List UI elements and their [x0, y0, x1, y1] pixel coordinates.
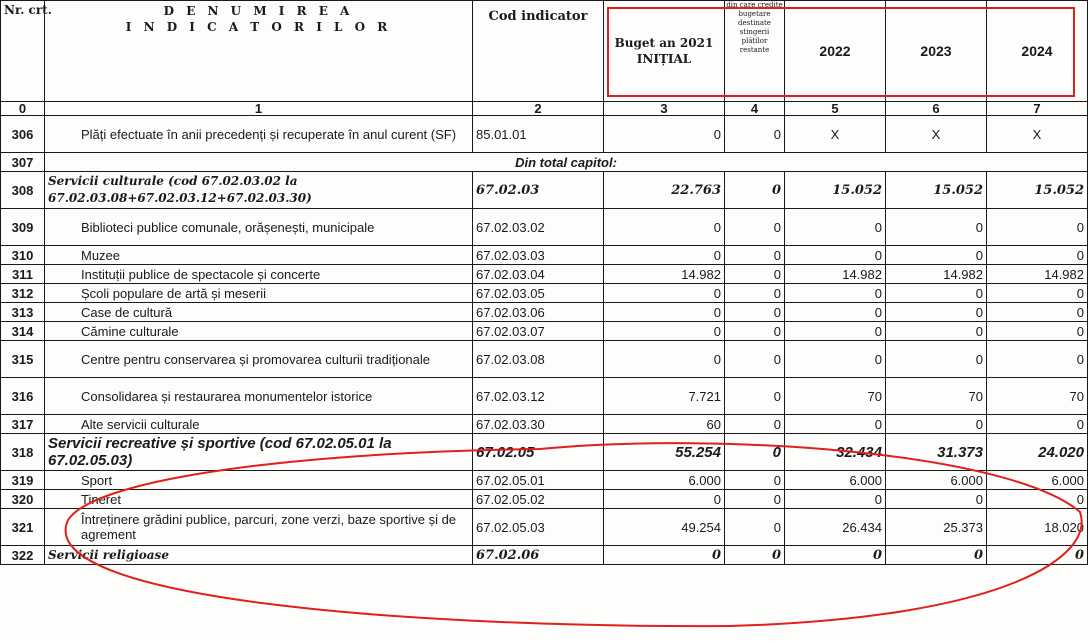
- table-row: [1, 265, 1088, 284]
- indicator-code: 67.02.03.06: [473, 303, 604, 322]
- value-credite-restante: 0: [725, 546, 785, 565]
- header-row: [1, 1, 1088, 102]
- indicator-code: 85.01.01: [473, 116, 604, 153]
- value-2023: 0: [886, 341, 987, 378]
- row-number: 322: [1, 546, 45, 565]
- value-buget-2021: 0: [604, 246, 725, 265]
- value-2023: 0: [886, 322, 987, 341]
- header-buget-line1: Buget an 2021: [614, 36, 714, 50]
- value-2024: 0: [987, 209, 1088, 246]
- header-buget-line2: INIȚIAL: [636, 52, 692, 66]
- value-buget-2021: 0: [604, 303, 725, 322]
- value-2022: 0: [785, 415, 886, 434]
- col-number: 7: [987, 102, 1088, 116]
- value-2022: 0: [785, 490, 886, 509]
- value-credite-restante: 0: [725, 284, 785, 303]
- header-2023: 2023: [886, 1, 987, 102]
- header-cod-indicator: Cod indicator: [473, 1, 604, 102]
- indicator-code: 67.02.06: [473, 546, 604, 565]
- row-number: 321: [1, 509, 45, 546]
- table-row: [1, 546, 1088, 565]
- col-number: 0: [1, 102, 45, 116]
- value-2024: 14.982: [987, 265, 1088, 284]
- header-din-care: din care credite bugetare destinate stingerii plăților restante: [725, 1, 785, 102]
- table-row: [1, 322, 1088, 341]
- col-number: 6: [886, 102, 987, 116]
- value-2024: 0: [987, 322, 1088, 341]
- indicator-code: 67.02.03.07: [473, 322, 604, 341]
- indicator-code: 67.02.03.03: [473, 246, 604, 265]
- value-buget-2021: 0: [604, 341, 725, 378]
- column-number-row: [1, 102, 1088, 116]
- value-credite-restante: 0: [725, 378, 785, 415]
- value-2022: 0: [785, 284, 886, 303]
- row-number: 309: [1, 209, 45, 246]
- row-number: 316: [1, 378, 45, 415]
- value-2024: 0: [987, 246, 1088, 265]
- indicator-code: 67.02.05.03: [473, 509, 604, 546]
- indicator-name: Întreținere grădini publice, parcuri, zone verzi, baze sportive și de agrement: [45, 509, 473, 546]
- value-2024: 24.020: [987, 434, 1088, 471]
- value-buget-2021: 6.000: [604, 471, 725, 490]
- header-denumirea-line2: I N D I C A T O R I L O R: [125, 20, 392, 34]
- value-2024: X: [987, 116, 1088, 153]
- indicator-name: Servicii culturale (cod 67.02.03.02 la 67.02.03.08+67.02.03.12+67.02.03.30): [45, 172, 473, 209]
- col-number: 3: [604, 102, 725, 116]
- indicator-name: Cămine culturale: [45, 322, 473, 341]
- indicator-code: 67.02.03.30: [473, 415, 604, 434]
- header-2022: 2022: [785, 1, 886, 102]
- indicator-name: Biblioteci publice comunale, orășenești, municipale: [45, 209, 473, 246]
- indicator-name: Muzee: [45, 246, 473, 265]
- value-2024: 0: [987, 415, 1088, 434]
- table-row: [1, 153, 1088, 172]
- value-buget-2021: 0: [604, 490, 725, 509]
- value-2024: 18.020: [987, 509, 1088, 546]
- table-row: [1, 471, 1088, 490]
- value-2024: 0: [987, 546, 1088, 565]
- indicator-code: 67.02.03: [473, 172, 604, 209]
- value-2022: 0: [785, 546, 886, 565]
- table-row: [1, 415, 1088, 434]
- value-2023: 70: [886, 378, 987, 415]
- indicator-name: Plăți efectuate în anii precedenți și recuperate în anul curent (SF): [45, 116, 473, 153]
- row-number: 319: [1, 471, 45, 490]
- indicator-code: 67.02.05.02: [473, 490, 604, 509]
- row-number: 315: [1, 341, 45, 378]
- value-2024: 70: [987, 378, 1088, 415]
- table-row: [1, 303, 1088, 322]
- header-nr-crt: Nr. crt.: [1, 1, 45, 102]
- value-2024: 0: [987, 490, 1088, 509]
- header-2024: 2024: [987, 1, 1088, 102]
- value-2024: 6.000: [987, 471, 1088, 490]
- indicator-code: 67.02.05.01: [473, 471, 604, 490]
- value-buget-2021: 22.763: [604, 172, 725, 209]
- value-buget-2021: 0: [604, 546, 725, 565]
- value-credite-restante: 0: [725, 116, 785, 153]
- value-credite-restante: 0: [725, 341, 785, 378]
- row-number: 313: [1, 303, 45, 322]
- value-2022: 70: [785, 378, 886, 415]
- value-buget-2021: 49.254: [604, 509, 725, 546]
- row-number: 310: [1, 246, 45, 265]
- table-row: [1, 246, 1088, 265]
- value-buget-2021: 7.721: [604, 378, 725, 415]
- indicator-name: Sport: [45, 471, 473, 490]
- value-2022: 0: [785, 322, 886, 341]
- value-2022: 14.982: [785, 265, 886, 284]
- value-2022: 6.000: [785, 471, 886, 490]
- col-number: 2: [473, 102, 604, 116]
- value-2022: 0: [785, 209, 886, 246]
- value-credite-restante: 0: [725, 246, 785, 265]
- value-buget-2021: 0: [604, 322, 725, 341]
- value-credite-restante: 0: [725, 265, 785, 284]
- header-denumirea-line1: D E N U M I R E A: [163, 4, 354, 18]
- col-number: 1: [45, 102, 473, 116]
- value-buget-2021: 0: [604, 284, 725, 303]
- value-2022: 0: [785, 246, 886, 265]
- value-credite-restante: 0: [725, 509, 785, 546]
- row-number: 308: [1, 172, 45, 209]
- indicator-name: Servicii recreative și sportive (cod 67.02.05.01 la 67.02.05.03): [45, 434, 473, 471]
- indicator-name: Școli populare de artă și meserii: [45, 284, 473, 303]
- row-number: 312: [1, 284, 45, 303]
- indicator-name: Case de cultură: [45, 303, 473, 322]
- value-2024: 0: [987, 303, 1088, 322]
- value-2023: 6.000: [886, 471, 987, 490]
- value-2023: 0: [886, 246, 987, 265]
- indicator-code: 67.02.03.05: [473, 284, 604, 303]
- row-number: 306: [1, 116, 45, 153]
- value-2023: 14.982: [886, 265, 987, 284]
- table-row: [1, 378, 1088, 415]
- value-2022: 0: [785, 303, 886, 322]
- table-row: [1, 172, 1088, 209]
- header-denumirea: [45, 1, 473, 102]
- col-number: 5: [785, 102, 886, 116]
- value-buget-2021: 14.982: [604, 265, 725, 284]
- value-2023: 0: [886, 546, 987, 565]
- table-row: [1, 509, 1088, 546]
- value-2024: 0: [987, 341, 1088, 378]
- table-row: [1, 284, 1088, 303]
- table-row: [1, 490, 1088, 509]
- value-2023: 0: [886, 415, 987, 434]
- value-2023: 0: [886, 284, 987, 303]
- value-credite-restante: 0: [725, 471, 785, 490]
- value-credite-restante: 0: [725, 490, 785, 509]
- row-number: 317: [1, 415, 45, 434]
- value-2023: 0: [886, 209, 987, 246]
- value-2023: 0: [886, 490, 987, 509]
- value-2023: 0: [886, 303, 987, 322]
- value-2023: 25.373: [886, 509, 987, 546]
- value-credite-restante: 0: [725, 322, 785, 341]
- table-row: [1, 341, 1088, 378]
- value-buget-2021: 60: [604, 415, 725, 434]
- indicator-name: Alte servicii culturale: [45, 415, 473, 434]
- row-number: 314: [1, 322, 45, 341]
- row-number: 311: [1, 265, 45, 284]
- table-row: [1, 209, 1088, 246]
- indicator-code: 67.02.03.08: [473, 341, 604, 378]
- value-credite-restante: 0: [725, 415, 785, 434]
- value-credite-restante: 0: [725, 434, 785, 471]
- value-2024: 0: [987, 284, 1088, 303]
- col-number: 4: [725, 102, 785, 116]
- indicator-name: Instituții publice de spectacole și concerte: [45, 265, 473, 284]
- indicator-name: Servicii religioase: [45, 546, 473, 565]
- value-2024: 15.052: [987, 172, 1088, 209]
- value-buget-2021: 0: [604, 209, 725, 246]
- row-number: 320: [1, 490, 45, 509]
- indicator-code: 67.02.03.02: [473, 209, 604, 246]
- value-credite-restante: 0: [725, 303, 785, 322]
- indicator-code: 67.02.03.04: [473, 265, 604, 284]
- indicator-name: Centre pentru conservarea și promovarea culturii tradiționale: [45, 341, 473, 378]
- value-2023: 31.373: [886, 434, 987, 471]
- header-buget-2021: [604, 1, 725, 102]
- table-body: [1, 116, 1088, 565]
- value-2022: 0: [785, 341, 886, 378]
- indicator-code: 67.02.03.12: [473, 378, 604, 415]
- table-row: [1, 116, 1088, 153]
- table-row: [1, 434, 1088, 471]
- indicator-name: Consolidarea și restaurarea monumentelor istorice: [45, 378, 473, 415]
- value-buget-2021: 0: [604, 116, 725, 153]
- section-label: Din total capitol:: [45, 153, 1088, 172]
- row-number: 307: [1, 153, 45, 172]
- value-2022: 15.052: [785, 172, 886, 209]
- value-2022: 26.434: [785, 509, 886, 546]
- value-2023: X: [886, 116, 987, 153]
- indicator-name: Tineret: [45, 490, 473, 509]
- indicator-code: 67.02.05: [473, 434, 604, 471]
- value-buget-2021: 55.254: [604, 434, 725, 471]
- value-credite-restante: 0: [725, 172, 785, 209]
- value-2022: X: [785, 116, 886, 153]
- row-number: 318: [1, 434, 45, 471]
- value-2023: 15.052: [886, 172, 987, 209]
- value-credite-restante: 0: [725, 209, 785, 246]
- value-2022: 32.434: [785, 434, 886, 471]
